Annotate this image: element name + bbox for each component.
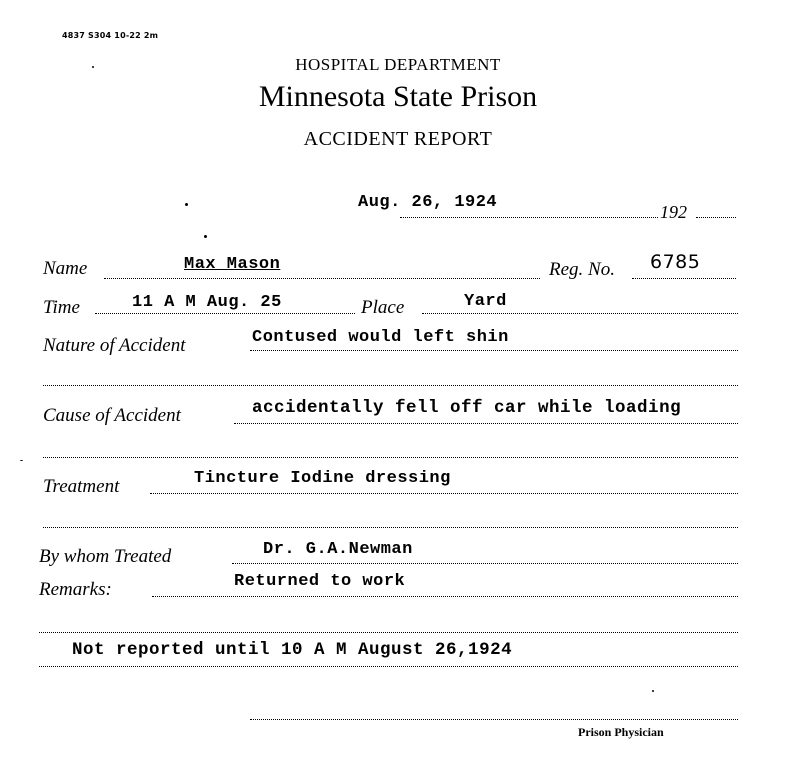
scan-speck <box>204 235 207 238</box>
treated-by-underline <box>232 563 738 564</box>
nature-continuation-line <box>43 385 738 386</box>
remarks-extra-underline <box>39 666 738 667</box>
name-field[interactable]: Max Mason <box>184 255 281 274</box>
report-date[interactable]: Aug. 26, 1924 <box>358 193 498 212</box>
date-year-prefix: 192 <box>660 202 687 222</box>
cause-field[interactable]: accidentally fell off car while loading <box>252 398 682 418</box>
reg-no-field[interactable]: 6785 <box>650 251 701 273</box>
remarks-extra-field[interactable]: Not reported until 10 A M August 26,1924 <box>72 640 513 660</box>
remarks-underline <box>152 596 738 597</box>
signature-line[interactable] <box>250 719 738 720</box>
reg-no-label: Reg. No. <box>549 259 615 280</box>
form-print-code: 4837 S304 10-22 2m <box>62 31 159 40</box>
report-title: ACCIDENT REPORT <box>303 128 493 150</box>
signature-label: Prison Physician <box>578 725 664 739</box>
time-label: Time <box>43 297 80 318</box>
remarks-field[interactable]: Returned to work <box>234 572 406 591</box>
cause-continuation-line <box>43 457 738 458</box>
treatment-label: Treatment <box>43 476 120 497</box>
date-underline <box>400 217 658 218</box>
cause-label: Cause of Accident <box>43 405 181 426</box>
institution-title: Minnesota State Prison <box>258 80 538 113</box>
date-year-underline <box>696 217 736 218</box>
treatment-continuation-line <box>43 527 738 528</box>
reg-no-underline <box>632 278 736 279</box>
scan-speck <box>185 203 188 206</box>
nature-field[interactable]: Contused would left shin <box>252 328 509 347</box>
treatment-field[interactable]: Tincture Iodine dressing <box>194 469 451 488</box>
cause-underline <box>234 423 738 424</box>
nature-underline <box>250 350 738 351</box>
remarks-continuation-line <box>39 632 738 633</box>
place-underline <box>422 313 738 314</box>
time-underline-line <box>95 313 355 314</box>
name-underline <box>104 278 540 279</box>
scan-speck <box>92 66 94 68</box>
treatment-underline <box>150 493 738 494</box>
remarks-label: Remarks: <box>39 579 112 600</box>
scan-speck <box>20 460 23 461</box>
department-heading: HOSPITAL DEPARTMENT <box>295 55 501 74</box>
nature-label: Nature of Accident <box>43 335 186 356</box>
time-field[interactable]: 11 A M Aug. 25 <box>132 293 282 312</box>
treated-by-label: By whom Treated <box>39 546 172 567</box>
treated-by-field[interactable]: Dr. G.A.Newman <box>263 540 413 559</box>
place-label: Place <box>361 297 405 318</box>
scan-speck <box>652 690 654 692</box>
place-field[interactable]: Yard <box>464 292 507 311</box>
name-label: Name <box>43 258 88 279</box>
